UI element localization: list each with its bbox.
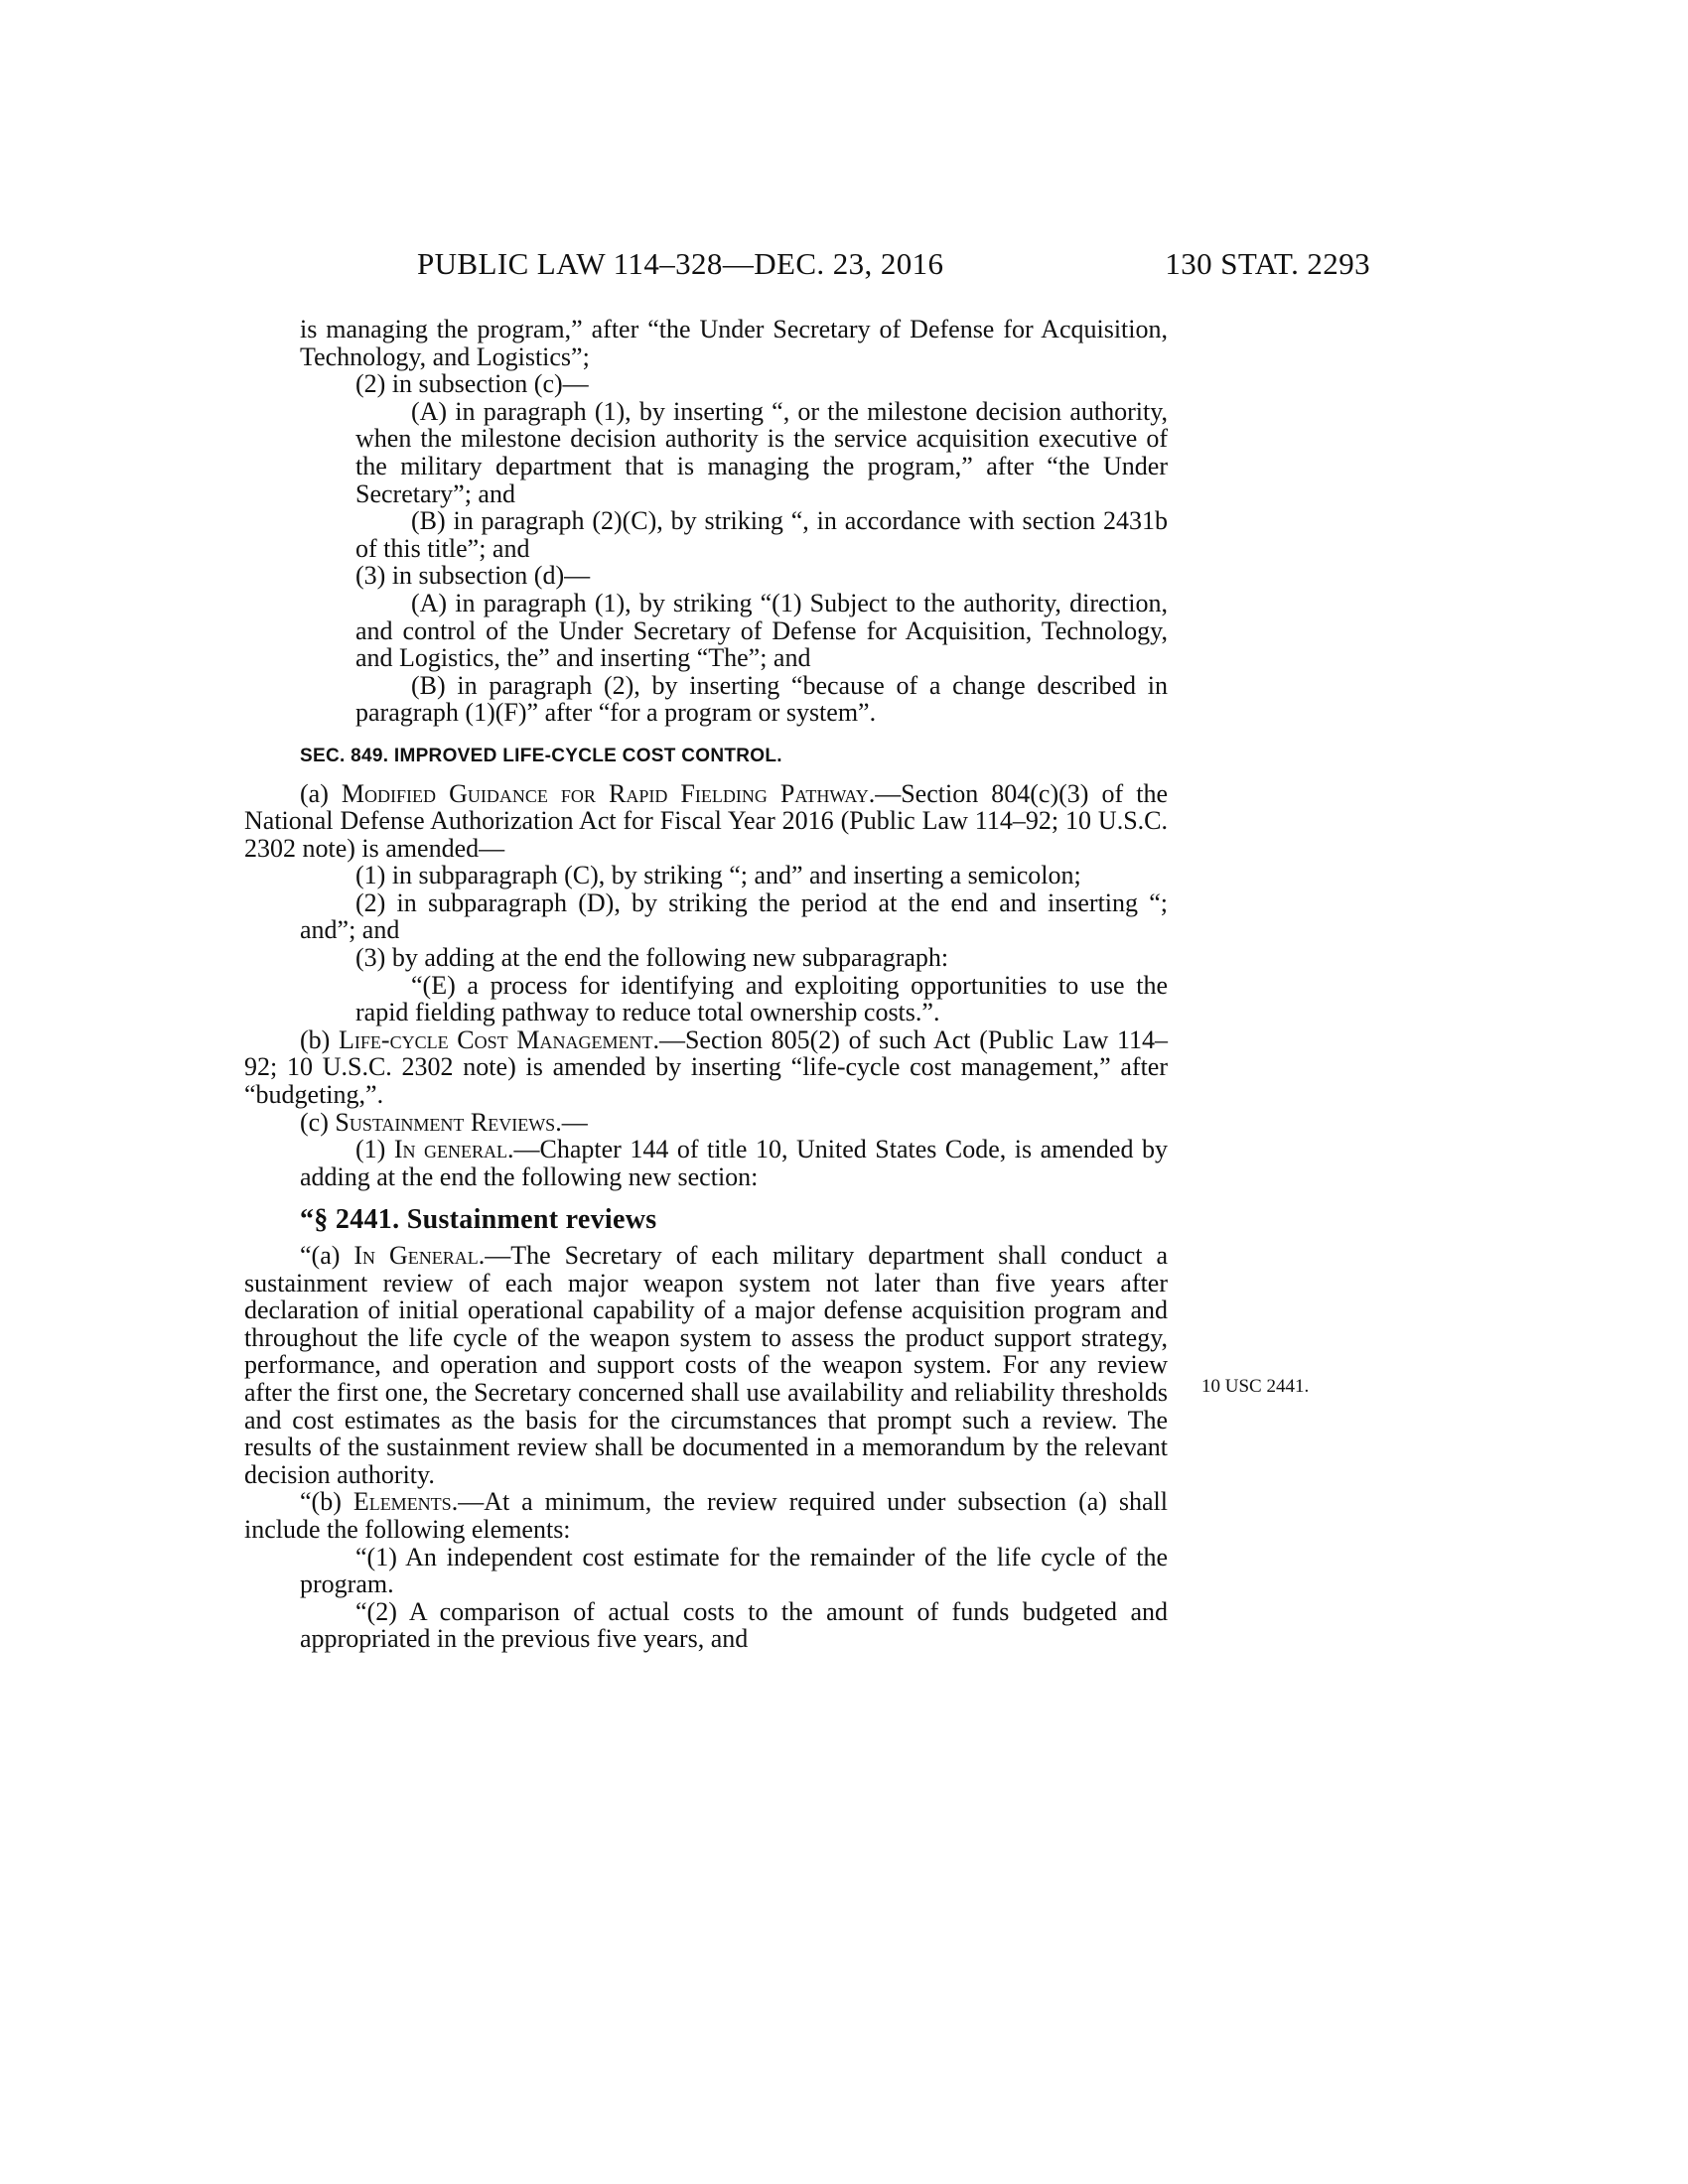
code-section-heading: “§ 2441. Sustainment reviews xyxy=(300,1204,657,1236)
page-number: 130 STAT. 2293 xyxy=(1165,246,1370,281)
paragraph: “(1) An independent cost estimate for the remainder of the life cycle of the program. xyxy=(300,1542,1168,1599)
paragraph: “(2) A comparison of actual costs to the amount of funds budgeted and appropriated in the previous five years, and xyxy=(300,1596,1168,1654)
subsection-label: “(b) xyxy=(300,1487,353,1517)
paragraph: (B) in paragraph (2)(C), by striking “, in accordance with section 2431b of this title”; and xyxy=(355,506,1168,563)
paragraph: (1) in subparagraph (C), by striking “; and” and inserting a semicolon; xyxy=(355,861,1081,890)
paragraph xyxy=(244,1242,1168,1488)
subsection-caption: Life-cycle Cost Management. xyxy=(339,1024,659,1054)
subsection-caption: Sustainment Reviews. xyxy=(335,1107,562,1137)
subsection-caption: Elements. xyxy=(352,1487,459,1517)
paragraph xyxy=(244,1488,1168,1543)
subsection-text: —Section 804(c)(3) of the National Defense Authorization Act for Fiscal Year 2016 (Public Law 114–92; 10 U.S.C. 2302 note) is amended— xyxy=(244,778,1168,863)
paragraph: is managing the program,” after “the Under Secretary of Defense for Acquisition, Technology, and Logistics”; xyxy=(300,315,1168,371)
subsection-caption: In general. xyxy=(393,1135,514,1164)
running-title: PUBLIC LAW 114–328—DEC. 23, 2016 xyxy=(417,246,944,281)
subsection-label: “(a) xyxy=(300,1241,354,1270)
paragraph: “(E) a process for identifying and exploiting opportunities to use the rapid fielding pathway to reduce total ownership costs.”. xyxy=(355,970,1168,1027)
paragraph: (A) in paragraph (1), by striking “(1) Subject to the authority, direction, and control of the Under Secretary of Defense for Acquisition, Technology, and Logistics, the” and inserting “The”; and xyxy=(355,588,1168,673)
subsection-text: — xyxy=(561,1107,588,1137)
section-heading: SEC. 849. IMPROVED LIFE-CYCLE COST CONTROL. xyxy=(300,745,782,766)
paragraph: (3) by adding at the end the following new subparagraph: xyxy=(355,943,949,973)
margin-note: 10 USC 2441. xyxy=(1201,1376,1310,1397)
subsection-label: (a) xyxy=(300,778,342,808)
paragraph: (2) in subsection (c)— xyxy=(355,369,589,399)
paragraph xyxy=(244,780,1168,863)
paragraph xyxy=(300,1136,1168,1190)
subsection-label: (1) xyxy=(355,1135,394,1164)
subsection-label: (b) xyxy=(300,1024,340,1054)
page-header xyxy=(417,246,1370,290)
subsection-text: —Chapter 144 of title 10, United States Code, is amended by adding at the end the following new section: xyxy=(300,1135,1168,1191)
paragraph: (A) in paragraph (1), by inserting “, or the milestone decision authority, when the milestone decision authority is the service acquisition executive of the military department that is managing the program,” after “the Under Secretary”; and xyxy=(355,396,1168,508)
paragraph xyxy=(244,1026,1168,1109)
paragraph: (3) in subsection (d)— xyxy=(355,561,591,591)
paragraph: (B) in paragraph (2), by inserting “because of a change described in paragraph (1)(F)” after “for a program or system”. xyxy=(355,670,1168,728)
paragraph: (2) in subparagraph (D), by striking the period at the end and inserting “; and”; and xyxy=(300,887,1168,945)
subsection-text: —The Secretary of each military department shall conduct a sustainment review of each major weapon system not later than five years after declaration of initial operational capability of a major defense acquisition program and throughout the life cycle of the weapon system to assess the product support strategy, performance, and operation and support costs of the weapon system. For any review after the first one, the Secretary concerned shall use availability and reliability thresholds and cost estimates as the basis for the circumstances that prompt such a review. The results of the sustainment review shall be documented in a memorandum by the relevant decision authority. xyxy=(244,1241,1168,1489)
subsection-caption: In General. xyxy=(353,1241,486,1270)
subsection-label: (c) xyxy=(300,1107,336,1137)
subsection-text: —At a minimum, the review required under subsection (a) shall include the following elements: xyxy=(244,1487,1168,1544)
subsection-text: —Section 805(2) of such Act (Public Law 114–92; 10 U.S.C. 2302 note) is amended by inserting “life-cycle cost management,” after “budgeting,”. xyxy=(244,1024,1168,1110)
subsection-caption: Modified Guidance for Rapid Fielding Pathway. xyxy=(341,778,876,808)
paragraph xyxy=(244,1109,1168,1137)
document-body xyxy=(244,315,1168,1654)
